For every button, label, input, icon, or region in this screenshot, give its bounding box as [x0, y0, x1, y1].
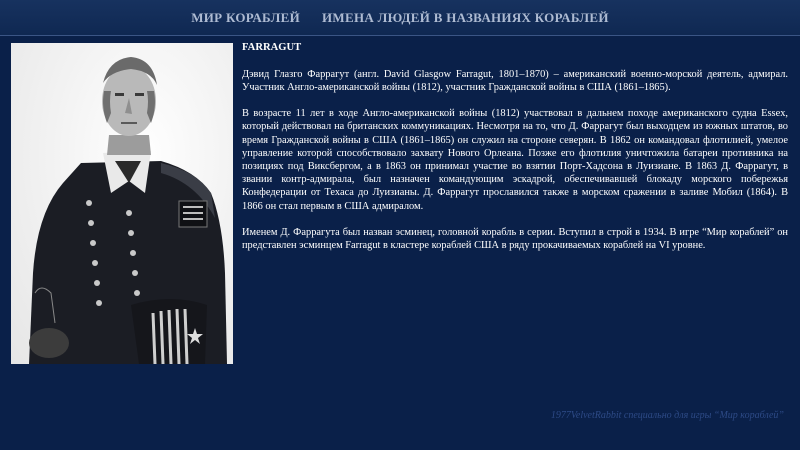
article-title: FARRAGUT [242, 42, 302, 53]
footer-credit: 1977VelvetRabbit специально для игры “Мир кораблей” [550, 410, 784, 421]
page-header [0, 0, 800, 36]
header-section-title: ИМЕНА ЛЮДЕЙ В НАЗВАНИЯХ КОРАБЛЕЙ [322, 9, 609, 25]
header-game-title: МИР КОРАБЛЕЙ [191, 9, 300, 25]
article-paragraph: В возрасте 11 лет в ходе Англо-американской войны (1812) участвовал в дальнем походе американского судна Essex, который действовал на британских коммуникациях. Несмотря на то, что Д. Фаррагут был выходцем из южных штатов, во время Гражданской войны в США (1861–1865) он служил на стороне северян. В 1862 он командовал флотилией, умелое управление которой способствовало захвату Нового Орлеана. Позже его флотилия уничтожила батареи противника на позициях под Виксбергом, а в 1863 он принимал участие во взятии Порт-Хадсона в Луизиане. В 1863 Д. Фаррагут, в звании контр-адмирала, был назначен командующим эскадрой, обеспечивавшей блокаду морского побережья Конфедерации от Техаса до Луизианы. Д. Фаррагут прославился также в морском сражении в заливе Мобил (1864). В 1866 он стал первым в США адмиралом. [242, 108, 788, 212]
portrait-photo [11, 43, 233, 364]
article-paragraph: Именем Д. Фаррагута был назван эсминец, головной корабль в серии. Вступил в строй в 1934. В игре “Мир кораблей” он представлен эсминцем Farragut в кластере кораблей США в ряду прокачиваемых кораблей на VI уровне. [242, 226, 788, 251]
article-paragraph: Дэвид Глазго Фаррагут (англ. David Glasgow Farragut, 1801–1870) – американский военно-морской деятель, адмирал. Участник Англо-американской войны (1812), участник Гражданской войны в США (1861–1865). [242, 68, 788, 93]
article [242, 41, 788, 265]
admiral-portrait-image [11, 43, 233, 364]
